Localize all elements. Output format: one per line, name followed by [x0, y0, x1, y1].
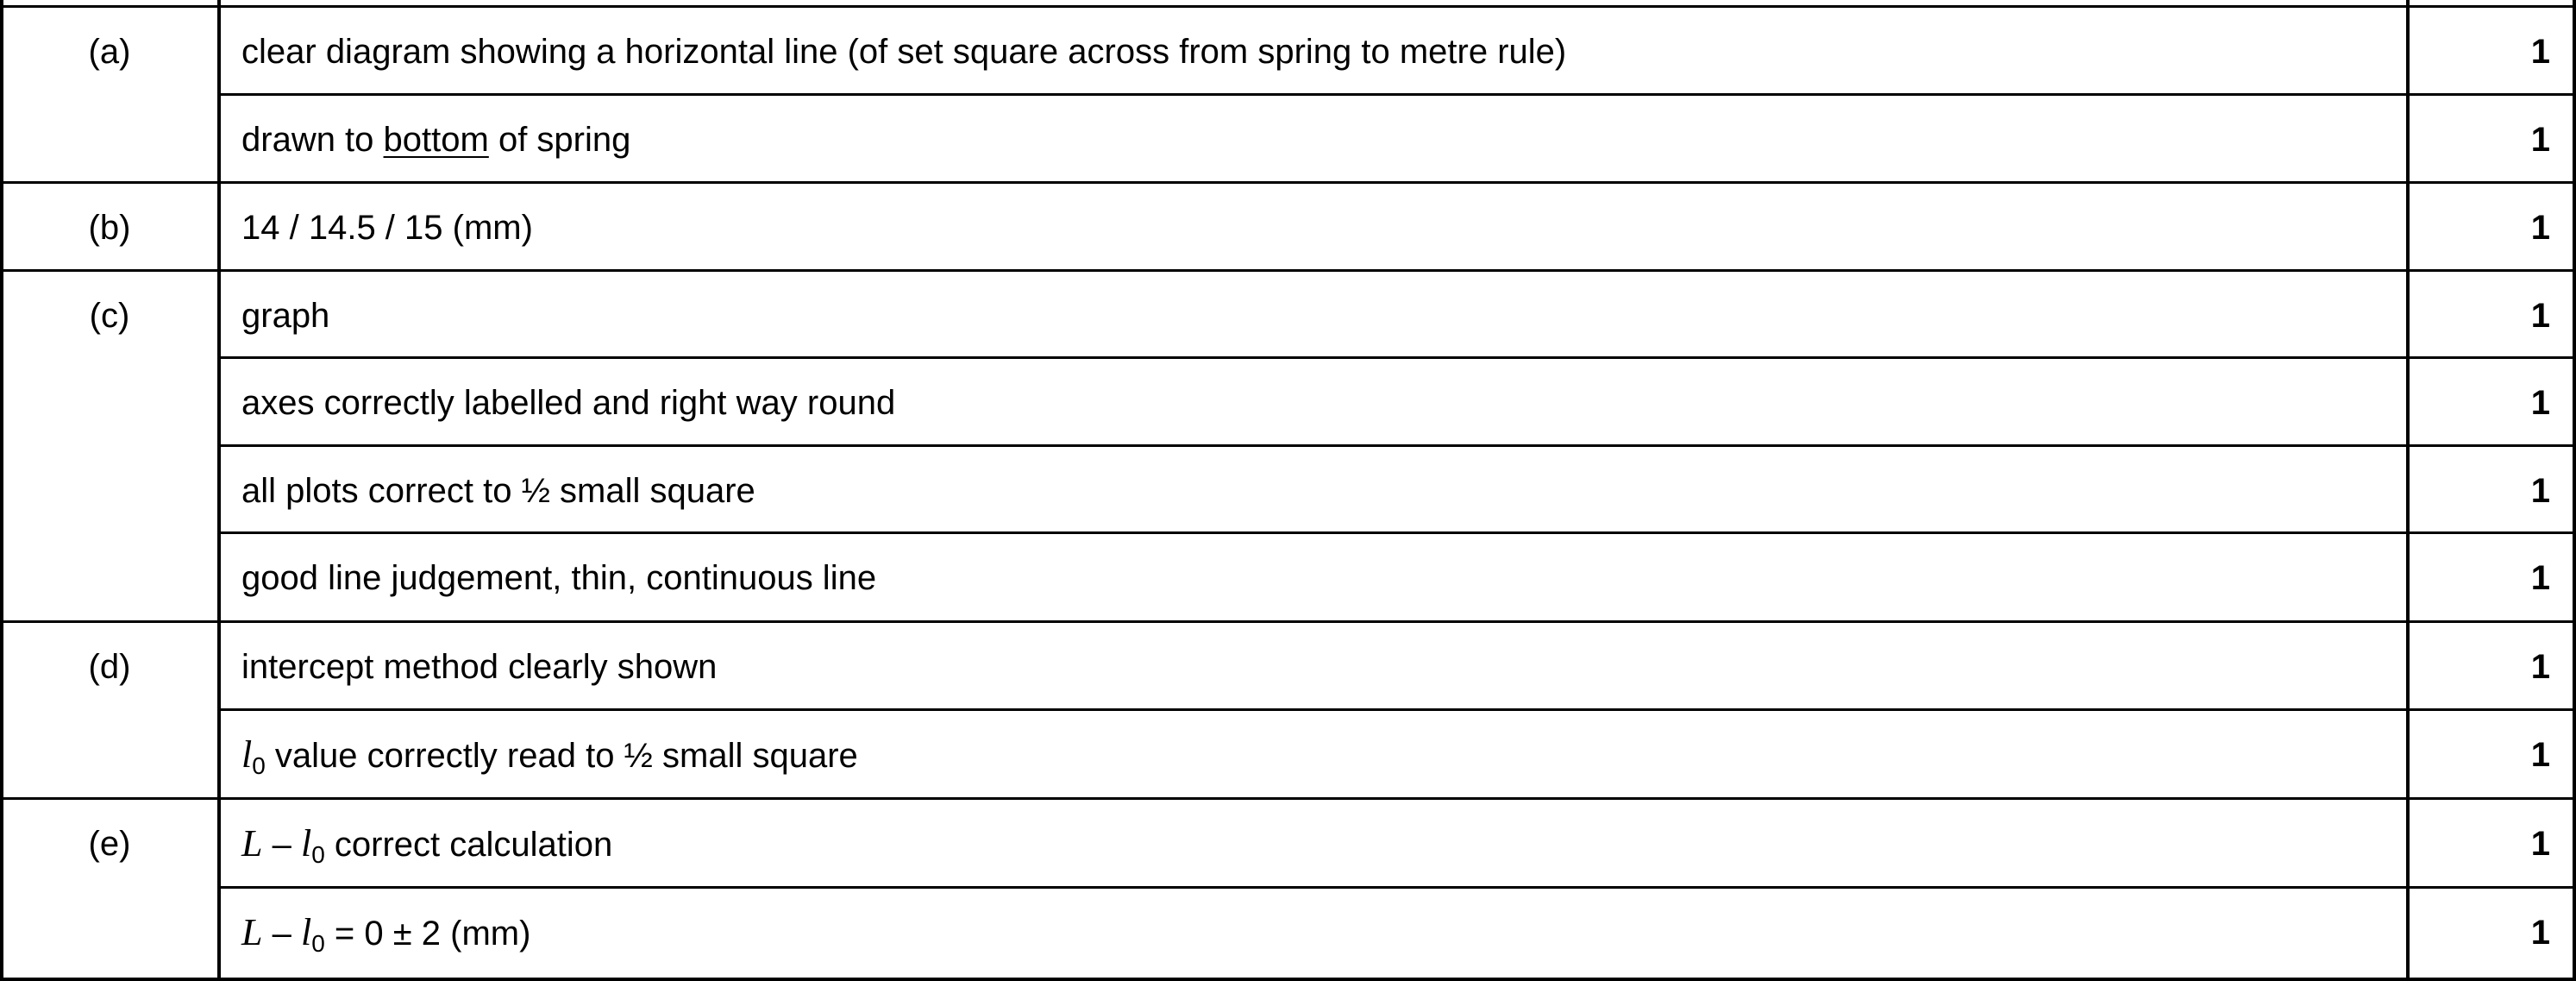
answer-text: all plots correct to ½ small square: [241, 472, 755, 510]
subscript-zero: 0: [311, 841, 325, 868]
mark-value: 1: [2530, 559, 2550, 597]
column-divider-mark: [2406, 0, 2410, 981]
row-divider-d-e: [0, 797, 2576, 800]
row-divider-inner: [219, 886, 2576, 889]
mark-value: 1: [2530, 914, 2550, 952]
answer-text: [241, 119, 630, 160]
row-divider-c-d: [0, 620, 2576, 623]
answer-text: clear diagram showing a horizontal line (of set square across from spring to metre rule): [241, 33, 1567, 71]
minus-sign: –: [262, 826, 301, 864]
answer-text: intercept method clearly shown: [241, 648, 718, 686]
row-divider-inner: [219, 708, 2576, 711]
part-label-b: (b): [88, 209, 131, 247]
row-divider-a-b: [0, 181, 2576, 184]
mark-value: 1: [2530, 825, 2550, 863]
part-label-a: (a): [88, 33, 131, 71]
mark-value: 1: [2530, 472, 2550, 510]
answer-text-post: of spring: [488, 121, 631, 159]
part-label-c: (c): [89, 297, 130, 335]
answer-text: graph: [241, 297, 330, 335]
row-divider-bottom: [0, 978, 2576, 981]
row-divider-top: [0, 5, 2576, 8]
mark-value: 1: [2530, 297, 2550, 335]
mark-value: 1: [2530, 121, 2550, 159]
symbol-l: l: [300, 822, 312, 865]
part-label-d: (d): [88, 648, 131, 686]
symbol-L: L: [241, 822, 263, 865]
answer-text: [241, 912, 530, 958]
answer-text-post: value correctly read to ½ small square: [265, 737, 858, 775]
row-divider-inner: [219, 444, 2576, 447]
answer-text-post: = 0 ± 2 (mm): [324, 915, 531, 953]
mark-value: 1: [2530, 384, 2550, 422]
row-divider-inner: [219, 531, 2576, 534]
mark-value: 1: [2530, 736, 2550, 774]
minus-sign: –: [262, 915, 301, 953]
row-divider-inner: [219, 356, 2576, 359]
answer-text-pre: drawn to: [241, 121, 384, 159]
symbol-l: l: [241, 733, 253, 776]
answer-text: [241, 823, 612, 869]
answer-text: [241, 734, 858, 780]
row-divider-b-c: [0, 269, 2576, 272]
row-divider-inner: [219, 93, 2576, 96]
part-label-e: (e): [88, 825, 131, 863]
answer-text: 14 / 14.5 / 15 (mm): [241, 209, 533, 247]
answer-text: axes correctly labelled and right way round: [241, 384, 896, 422]
table-border-right: [2573, 0, 2576, 981]
mark-value: 1: [2530, 33, 2550, 71]
mark-value: 1: [2530, 209, 2550, 247]
answer-text: good line judgement, thin, continuous line: [241, 559, 877, 597]
symbol-L: L: [241, 911, 263, 953]
subscript-zero: 0: [252, 752, 266, 779]
answer-text-post: correct calculation: [324, 826, 613, 864]
symbol-l: l: [300, 911, 312, 953]
subscript-zero: 0: [311, 930, 325, 957]
mark-value: 1: [2530, 648, 2550, 686]
underlined-word: bottom: [383, 121, 489, 159]
